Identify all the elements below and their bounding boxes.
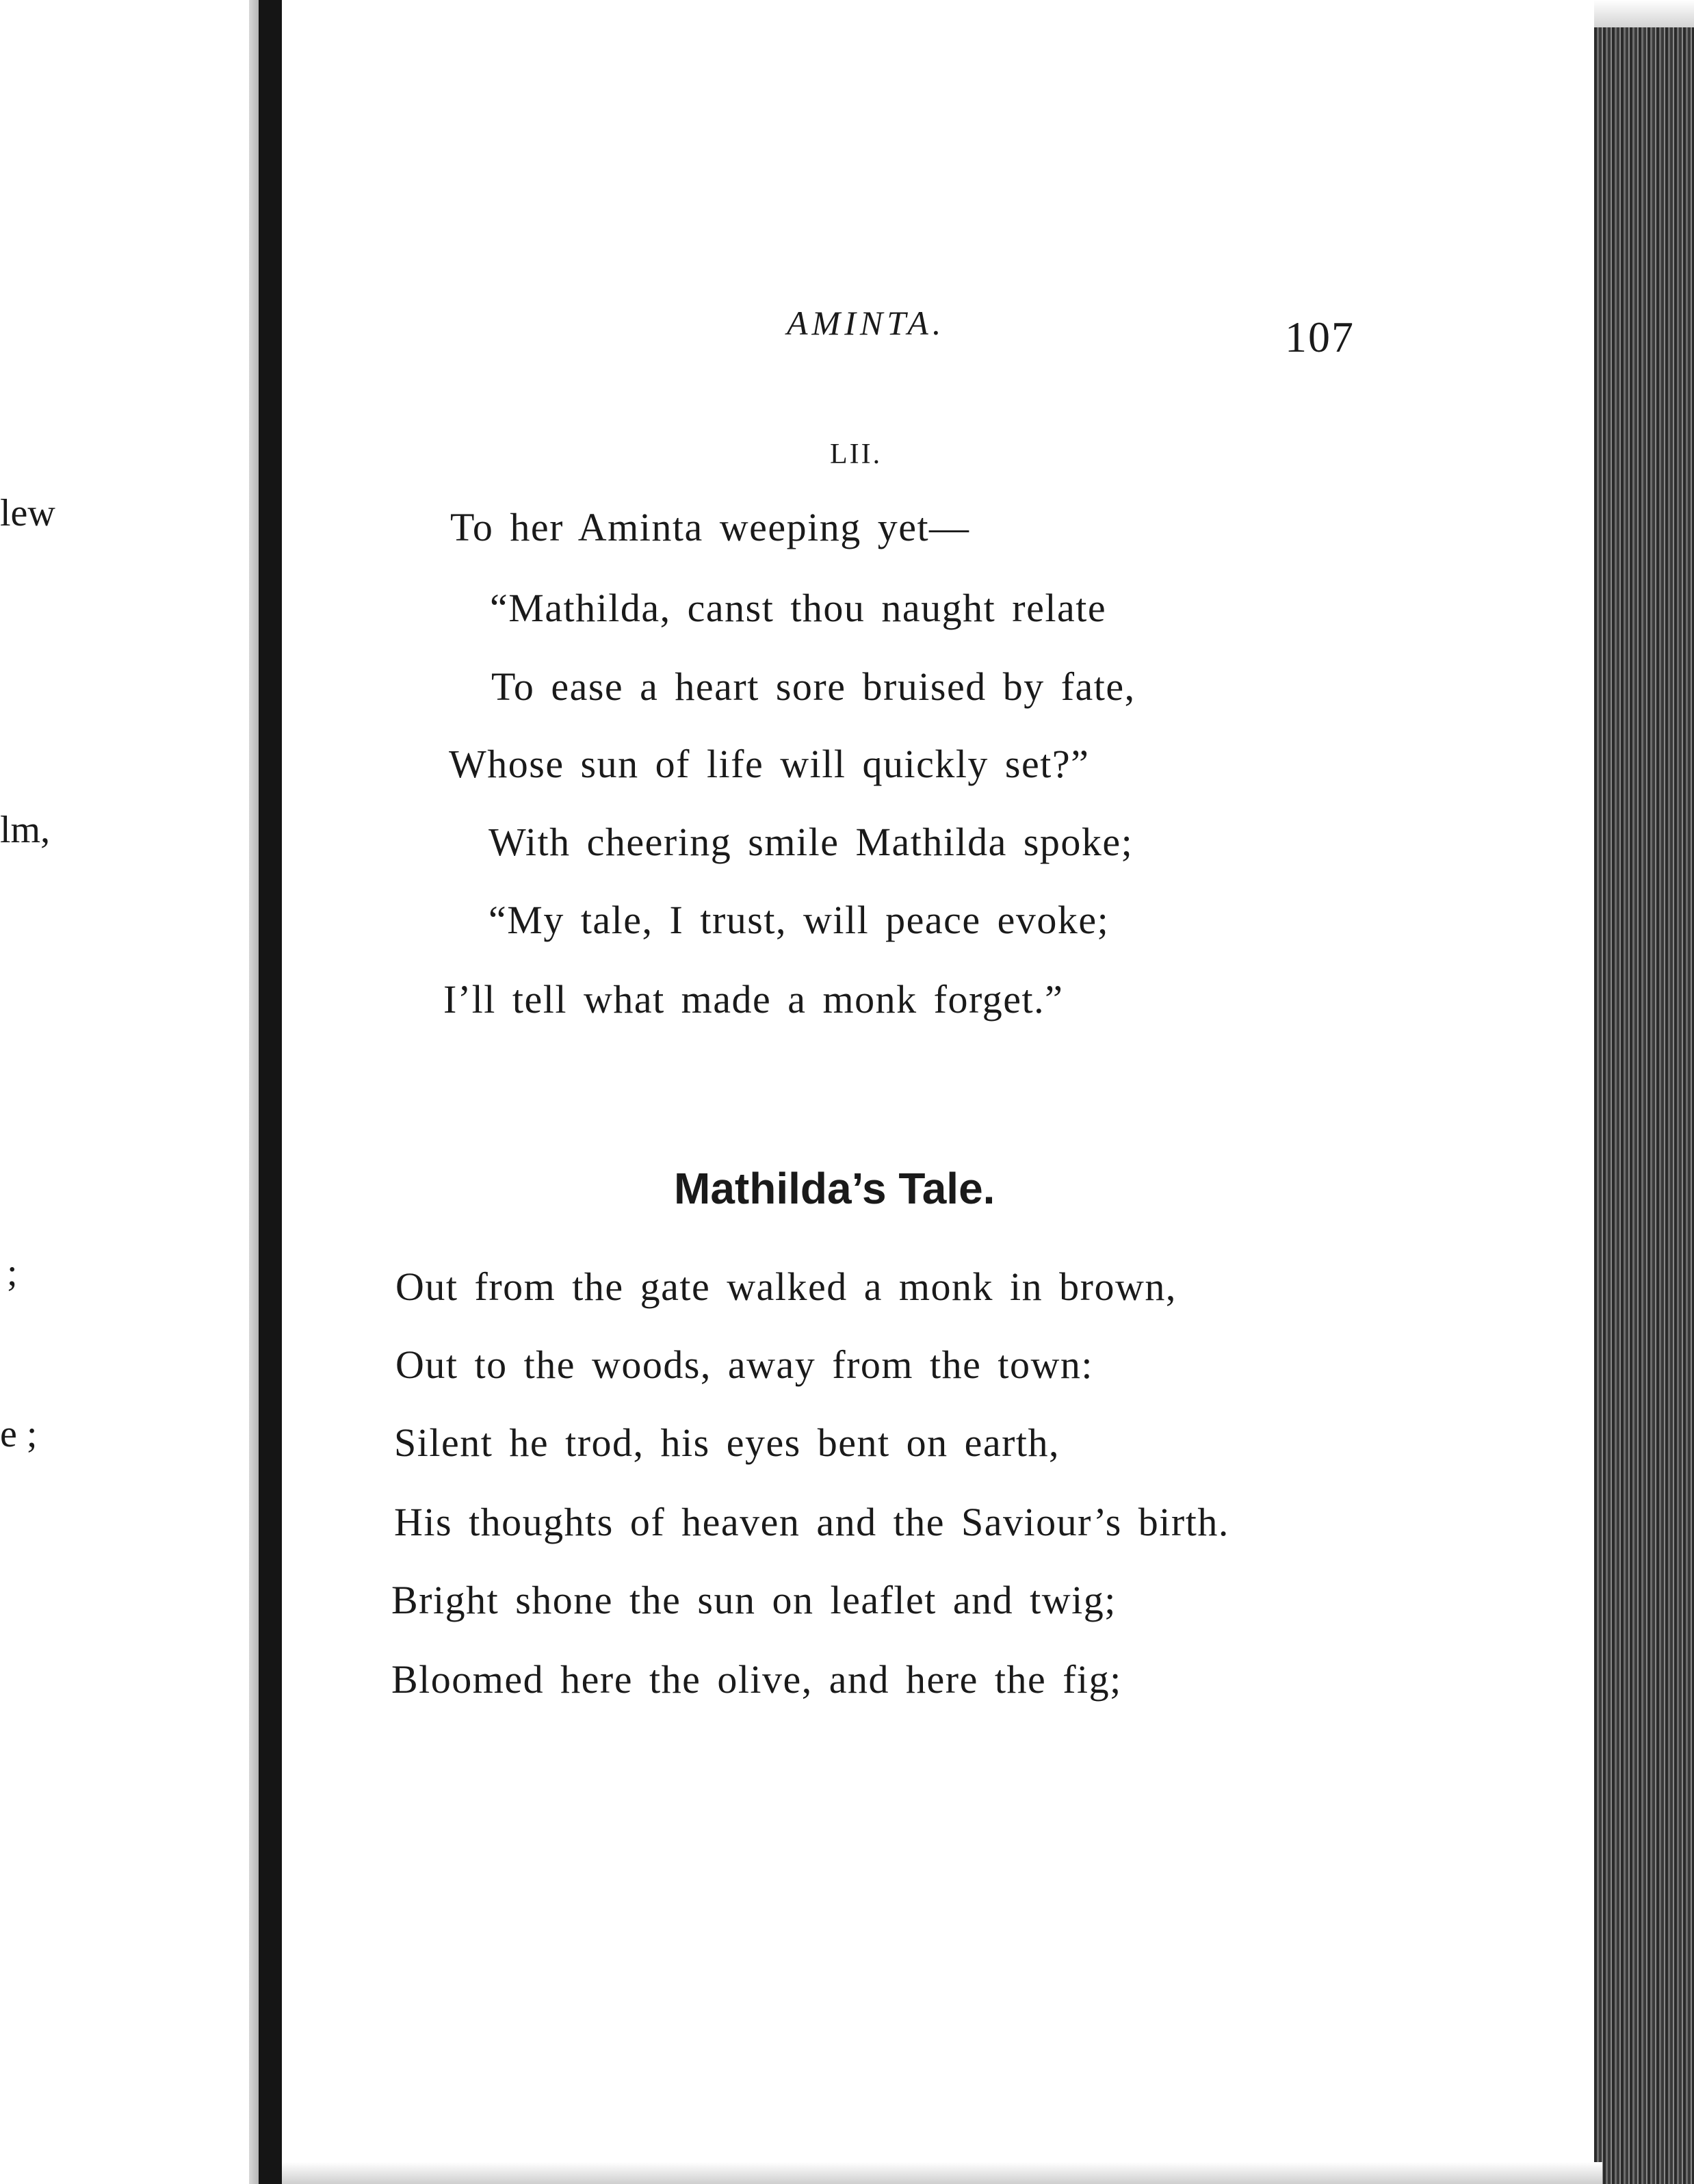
stanza-number: LII. — [830, 439, 883, 470]
stanza-line: With cheering smile Mathilda spoke; — [488, 820, 1134, 864]
tale-line: Silent he trod, his eyes bent on earth, — [394, 1420, 1060, 1465]
page-edges-stack — [1594, 27, 1694, 2184]
stanza-line: I’ll tell what made a monk forget.” — [443, 977, 1064, 1022]
stanza-line: “My tale, I trust, will peace evoke; — [488, 898, 1110, 942]
stanza-line: Whose sun of life will quickly set?” — [449, 742, 1090, 786]
tale-line: His thoughts of heaven and the Saviour’s birth. — [394, 1500, 1229, 1544]
stanza-line: “Mathilda, canst thou naught relate — [490, 586, 1107, 630]
stanza-line: To her Aminta weeping yet— — [450, 505, 970, 549]
book-spine — [259, 0, 282, 2184]
left-page-fragment: lew — [0, 492, 55, 534]
tale-line: Bloomed here the olive, and here the fig; — [391, 1657, 1122, 1702]
page-number: 107 — [1285, 313, 1355, 361]
tale-line: Out to the woods, away from the town: — [395, 1342, 1094, 1387]
stanza-line: To ease a heart sore bruised by fate, — [491, 664, 1136, 709]
left-page-fragment: e ; — [0, 1413, 38, 1455]
bottom-shadow — [282, 2162, 1602, 2184]
left-page-fragment: ; — [7, 1251, 18, 1294]
running-title: AMINTA. — [787, 304, 946, 342]
tale-line: Bright shone the sun on leaflet and twig; — [391, 1578, 1117, 1622]
left-page-fragment: lm, — [0, 809, 51, 851]
tale-title: Mathilda’s Tale. — [674, 1164, 995, 1213]
left-facing-page — [0, 0, 246, 2184]
tale-line: Out from the gate walked a monk in brown, — [395, 1264, 1177, 1309]
